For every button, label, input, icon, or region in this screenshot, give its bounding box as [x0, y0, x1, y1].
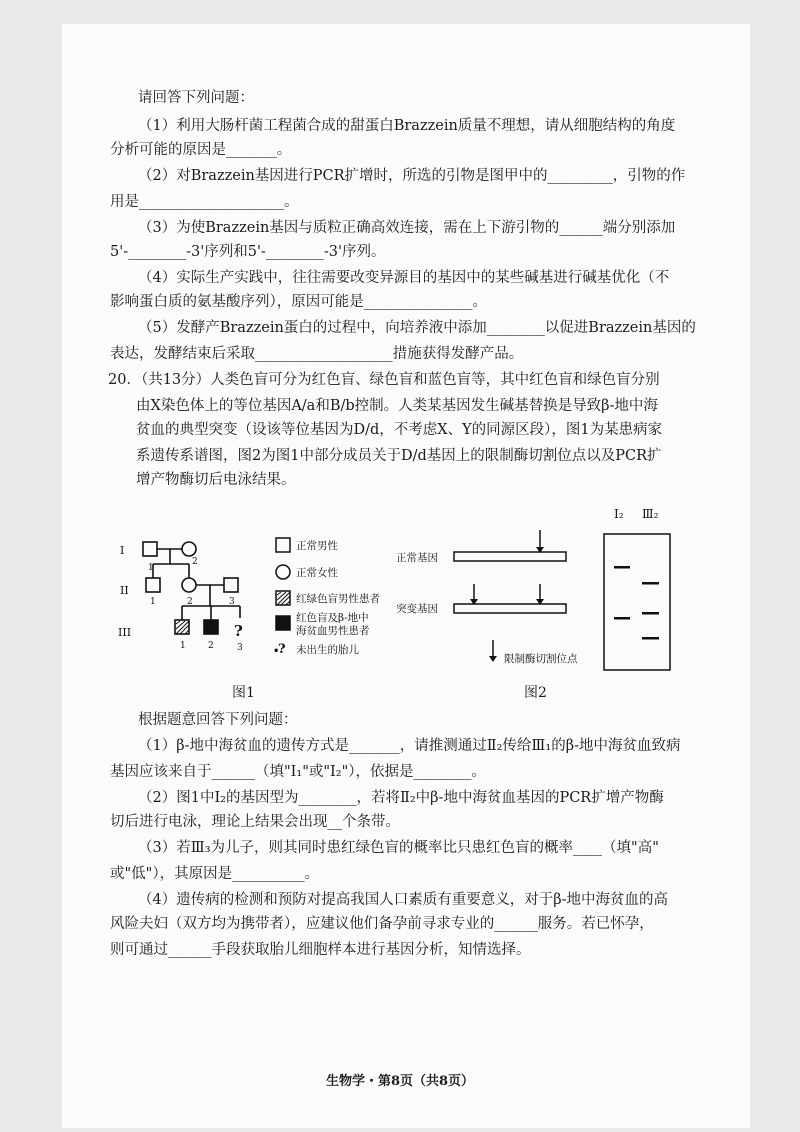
text-line: 系遗传系谱图，图2为图1中部分成员关于D/d基因上的限制酶切割位点以及PCR扩: [136, 448, 662, 464]
pedigree-number: 3: [229, 597, 235, 607]
gen-label-1: I: [120, 544, 125, 557]
gel-band-III2: [642, 582, 659, 585]
text-line: （3）为使Brazzein基因与质粒正确高效连接，需在上下游引物的______端分别添加: [138, 220, 676, 236]
gel-band-I2: [614, 566, 630, 569]
pedigree-number: 2: [192, 557, 198, 567]
legend-affected-male-icon: [276, 616, 290, 630]
cut-arrow-icon: [489, 656, 497, 662]
normal-gene-bar: [454, 552, 566, 561]
text-line: 切后进行电泳，理论上结果会出现__个条带。: [110, 814, 400, 830]
lane-label-III2: Ⅲ₂: [642, 507, 659, 521]
pedigree-II1-male: [146, 578, 160, 592]
text-line: （4）实际生产实践中，往往需要改变异源目的基因中的某些碱基进行碱基优化（不: [138, 270, 670, 286]
pedigree-III3-unknown: ?: [234, 622, 243, 640]
text-line: 影响蛋白质的氨基酸序列），原因可能是_______________。: [110, 294, 487, 310]
gel-band-III2: [642, 612, 659, 615]
text-line: 增产物酶切后电泳结果。: [136, 472, 296, 488]
page-footer: 生物学・第8页（共8页）: [325, 1074, 475, 1089]
pedigree-II2-female: [182, 578, 196, 592]
svg-text:•: •: [273, 646, 280, 657]
text-line: 基因应该来自于______（填"I₁"或"I₂"），依据是________。: [110, 764, 487, 780]
text-line: 贫血的典型突变（设该等位基因为D/d，不考虑X、Y的同源区段），图1为某患病家: [136, 422, 663, 438]
text-line: （1）利用大肠杆菌工程菌合成的甜蛋白Brazzein质量不理想，请从细胞结构的角度: [138, 118, 676, 134]
text-line: 或"低"），其原因是__________。: [110, 866, 320, 882]
text-line: 用是____________________。: [110, 194, 299, 210]
figure1-caption: 图1: [232, 685, 255, 701]
text-line: 根据题意回答下列问题：: [138, 712, 298, 728]
text-line: （2）对Brazzein基因进行PCR扩增时，所选的引物是图甲中的_________，引物的作: [138, 168, 686, 184]
cut-site-legend: 限制酶切割位点: [504, 653, 578, 665]
text-line: 请回答下列问题：: [138, 90, 254, 106]
mutant-gene-label: 突变基因: [396, 603, 438, 615]
pedigree-I2-female: [182, 542, 196, 556]
gel-band-I2: [614, 617, 630, 620]
gel-band-III2: [642, 637, 659, 640]
text-line: 5'-________-3'序列和5'-________-3'序列。: [110, 244, 386, 260]
text-line: 表达，发酵结束后采取___________________措施获得发酵产品。: [110, 346, 524, 362]
legend-normal-female: 正常女性: [296, 567, 338, 579]
pedigree-II3-male: [224, 578, 238, 592]
text-line: （1）β-地中海贫血的遗传方式是_______，请推测通过Ⅱ₂传给Ⅲ₁的β-地中海贫血致病: [138, 738, 681, 754]
pedigree-number: 1: [150, 597, 156, 607]
restriction-gel-figure: [390, 500, 710, 680]
pedigree-figure: [110, 520, 410, 670]
figure2-caption: 图2: [524, 685, 547, 701]
pedigree-number: 3: [237, 643, 243, 653]
legend-unborn: 未出生的胎儿: [296, 644, 359, 656]
text-line: （3）若Ⅲ₃为儿子，则其同时患红绿色盲的概率比只患红色盲的概率____（填"高": [138, 840, 659, 856]
text-line: 20．（共13分）人类色盲可分为红色盲、绿色盲和蓝色盲等，其中红色盲和绿色盲分别: [108, 372, 660, 388]
pedigree-number: 2: [208, 641, 214, 651]
gen-label-2: II: [120, 584, 129, 597]
legend-normal-female-icon: [276, 565, 290, 579]
text-line: （4）遗传病的检测和预防对提高我国人口素质有重要意义，对于β-地中海贫血的高: [138, 892, 669, 908]
text-line: 分析可能的原因是_______。: [110, 142, 292, 158]
gel-frame: [604, 534, 670, 670]
legend-normal-male: 正常男性: [296, 540, 338, 552]
mutant-gene-bar: [454, 604, 566, 613]
legend-normal-male-icon: [276, 538, 290, 552]
pedigree-number: 1: [148, 563, 154, 573]
text-line: （5）发酵产Brazzein蛋白的过程中，向培养液中添加________以促进Brazzein基因的: [138, 320, 696, 336]
normal-gene-label: 正常基因: [396, 552, 438, 564]
lane-label-I2: I₂: [614, 507, 624, 521]
text-line: 风险夫妇（双方均为携带者），应建议他们备孕前寻求专业的______服务。若已怀孕，: [110, 916, 654, 932]
pedigree-I1-male: [143, 542, 157, 556]
legend-colorblind-male: 红绿色盲男性患者: [296, 593, 380, 605]
pedigree-number: 2: [187, 597, 193, 607]
legend-unknown-icon: ?: [278, 642, 286, 657]
pedigree-number: 1: [180, 641, 186, 651]
text-line: （2）图1中I₂的基因型为________，若将Ⅱ₂中β-地中海贫血基因的PCR扩增产物酶: [138, 790, 664, 806]
text-line: 由X染色体上的等位基因A/a和B/b控制。人类某基因发生碱基替换是导致β-地中海: [136, 398, 658, 414]
pedigree-III2-affected-male: [204, 620, 218, 634]
legend-affected-male: 红色盲及β-地中: [296, 612, 369, 624]
legend-affected-male-2: 海贫血男性患者: [296, 625, 370, 637]
text-line: 则可通过______手段获取胎儿细胞样本进行基因分析，知情选择。: [110, 942, 531, 958]
gen-label-3: III: [118, 626, 132, 639]
